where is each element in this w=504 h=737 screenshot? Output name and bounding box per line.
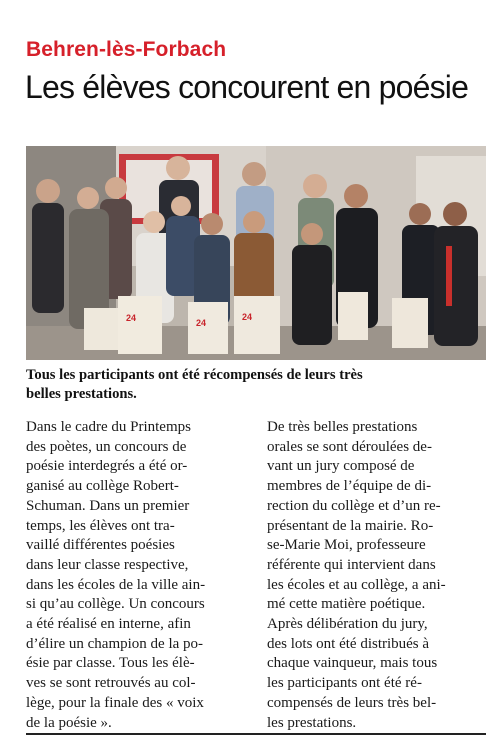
bottom-rule	[26, 733, 486, 735]
article-column-2: De très belles prestations orales se sont déroulées de- vant un jury composé de membres de l’équipe de di- rection du collège et d’un re- présentant de la mairie. Ro- se-Marie Moi, professeure référente qui intervient dans les écoles et au collège, a ani- mé cette matière poétique. Après délibération du jury, des lots ont été distribués à chaque vainqueur, mais tous les participants ont été ré- compensés de leurs très bel- les prestations.	[267, 419, 446, 731]
article-column-1: Dans le cadre du Printemps des poètes, un concours de poésie interdegrés a été or- ganisé au collège Robert- Schuman. Dans un premier temps, les élèves ont tra- vaillé différentes poésies dans leur classe respective, dans les écoles de la ville ain- si qu’au collège. Un concours a été réalisé en interne, afin d’élire un champion de la po- ésie par classe. Tous les élè- ves se sont retrouvés au col- lège, pour la finale des « voix de la poésie ».	[26, 419, 206, 731]
svg-text:24: 24	[242, 312, 253, 322]
svg-text:24: 24	[126, 313, 137, 323]
photo-caption: Tous les participants ont été récompensés de leurs très belles prestations.	[26, 367, 363, 402]
article-headline: Les élèves concourent en poésie	[25, 69, 469, 105]
article-photo	[26, 146, 486, 360]
article-kicker: Behren-lès-Forbach	[26, 38, 227, 61]
svg-text:24: 24	[196, 318, 207, 328]
